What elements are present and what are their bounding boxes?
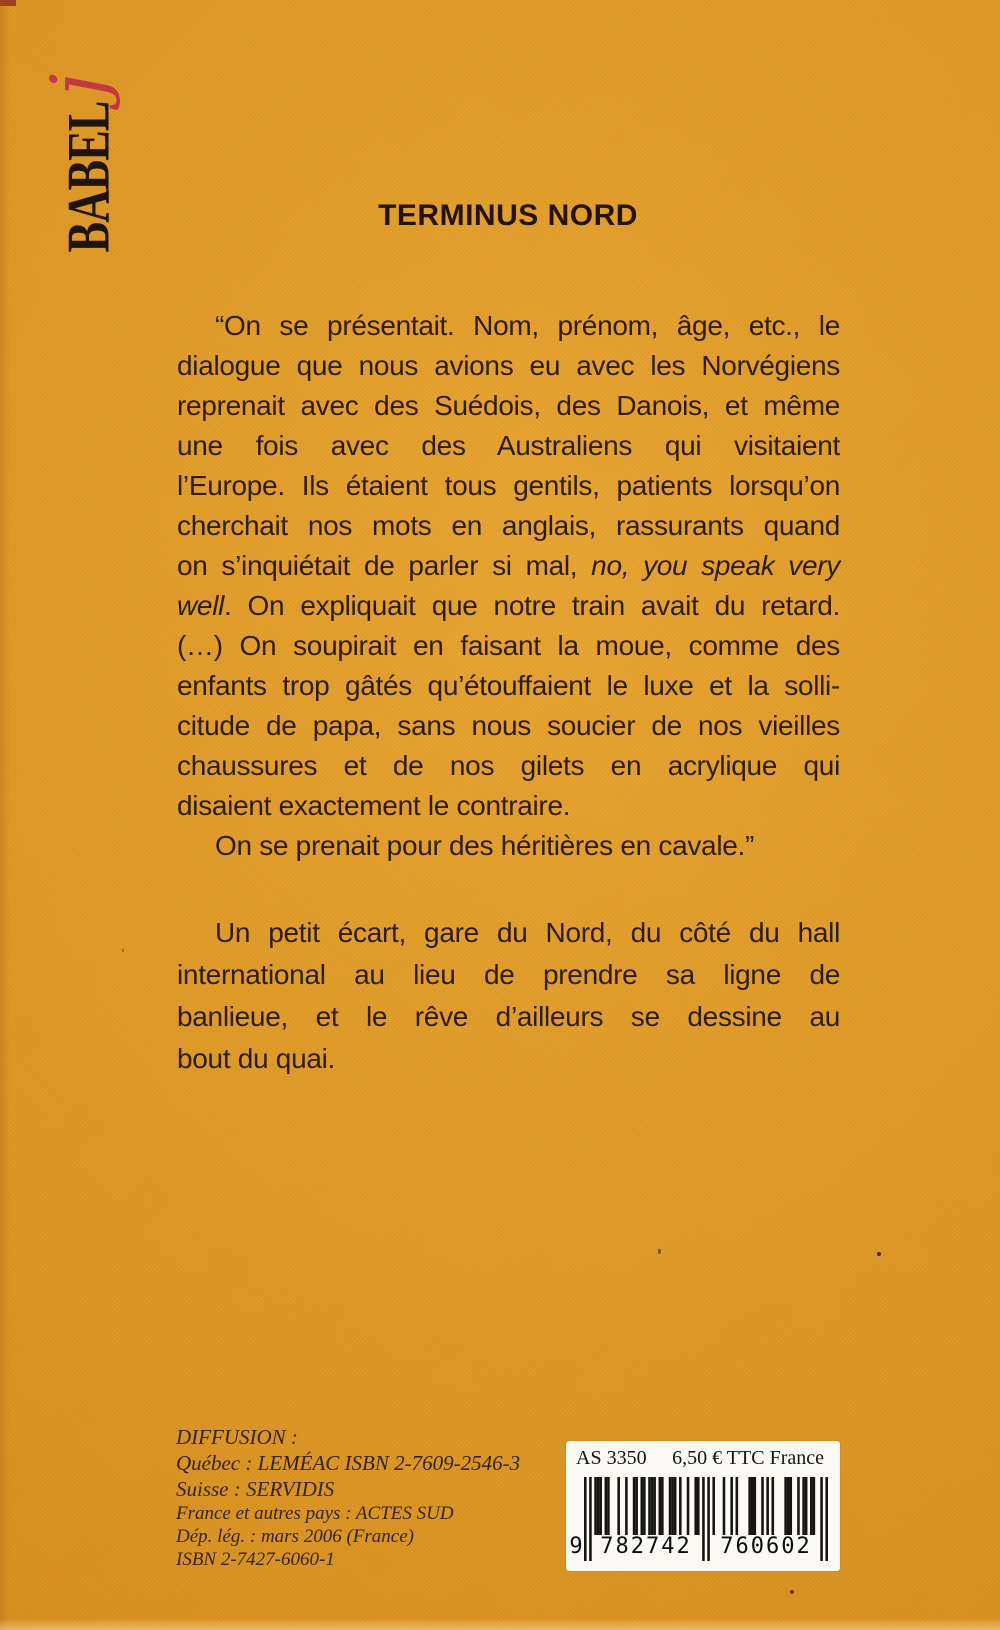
text-line: citude de papa, sans nous soucier de nos vieilles <box>177 710 840 741</box>
text-line: banlieue, et le rêve d’ailleurs se dessine au <box>177 1001 840 1032</box>
ean-digit-first: 9 <box>569 1534 583 1559</box>
text-line: reprenait avec des Suédois, des Danois, et même <box>177 390 840 421</box>
colophon-line: Suisse : SERVIDIS <box>176 1477 335 1501</box>
scan-speck <box>877 1252 881 1256</box>
text-line: enfants trop gâtés qu’étouffaient le luxe et la solli- <box>177 670 840 701</box>
text-line: bout du quai. <box>177 1043 336 1074</box>
colophon-line: Québec : LEMÉAC ISBN 2-7609-2546-3 <box>176 1451 521 1475</box>
text-line: Un petit écart, gare du Nord, du côté du hall <box>215 917 840 948</box>
text-line: on s’inquiétait de parler si mal, no, you speak very <box>177 550 840 581</box>
colophon-line: DIFFUSION : <box>176 1425 298 1449</box>
back-cover-tagline <box>177 912 840 1080</box>
text-line: une fois avec des Australiens qui visitaient <box>177 430 840 461</box>
stock-code: AS 3350 <box>576 1447 647 1469</box>
price-barcode-label <box>566 1441 840 1571</box>
scan-speck <box>658 1249 661 1254</box>
text-line: “On se présentait. Nom, prénom, âge, etc., le <box>215 310 840 341</box>
colophon-line: Dép. lég. : mars 2006 (France) <box>176 1526 414 1547</box>
text-line: dialogue que nous avions eu avec les Norvégiens <box>177 350 840 381</box>
distribution-info <box>176 1424 520 1571</box>
text-line: On se prenait pour des héritières en cavale.” <box>215 830 755 861</box>
text-line: disaient exactement le contraire. <box>177 790 571 821</box>
ean-barcode <box>569 1477 828 1561</box>
text-line: international au lieu de prendre sa ligne de <box>177 959 840 990</box>
text-line: chaussures et de nos gilets en acrylique qui <box>177 750 840 781</box>
ean-digits-left: 782742 <box>600 1534 692 1559</box>
book-title: TERMINUS NORD <box>378 199 638 232</box>
price-text: 6,50 € TTC France <box>672 1447 824 1469</box>
scan-speck <box>790 1590 794 1594</box>
scan-edge-shading-bottom <box>0 1618 1000 1630</box>
colophon-line: ISBN 2-7427-6060-1 <box>176 1549 335 1570</box>
scan-edge-shading <box>0 0 10 1630</box>
scan-speck <box>122 949 124 952</box>
colophon-line: France et autres pays : ACTES SUD <box>176 1503 454 1524</box>
text-line: cherchait nos mots en anglais, rassurants quand <box>177 510 840 541</box>
ean-digits-right: 760602 <box>720 1534 812 1559</box>
publisher-logo-text: BABEL <box>54 101 122 253</box>
back-cover-quote <box>177 306 840 866</box>
text-line: (…) On soupirait en faisant la moue, comme des <box>177 630 840 661</box>
publisher-logo-babel: BABEL j <box>35 73 122 253</box>
price-row <box>566 1441 840 1470</box>
text-line: well. On expliquait que notre train avait du retard. <box>177 590 840 621</box>
text-line: l’Europe. Ils étaient tous gentils, patients lorsqu’on <box>177 470 840 501</box>
